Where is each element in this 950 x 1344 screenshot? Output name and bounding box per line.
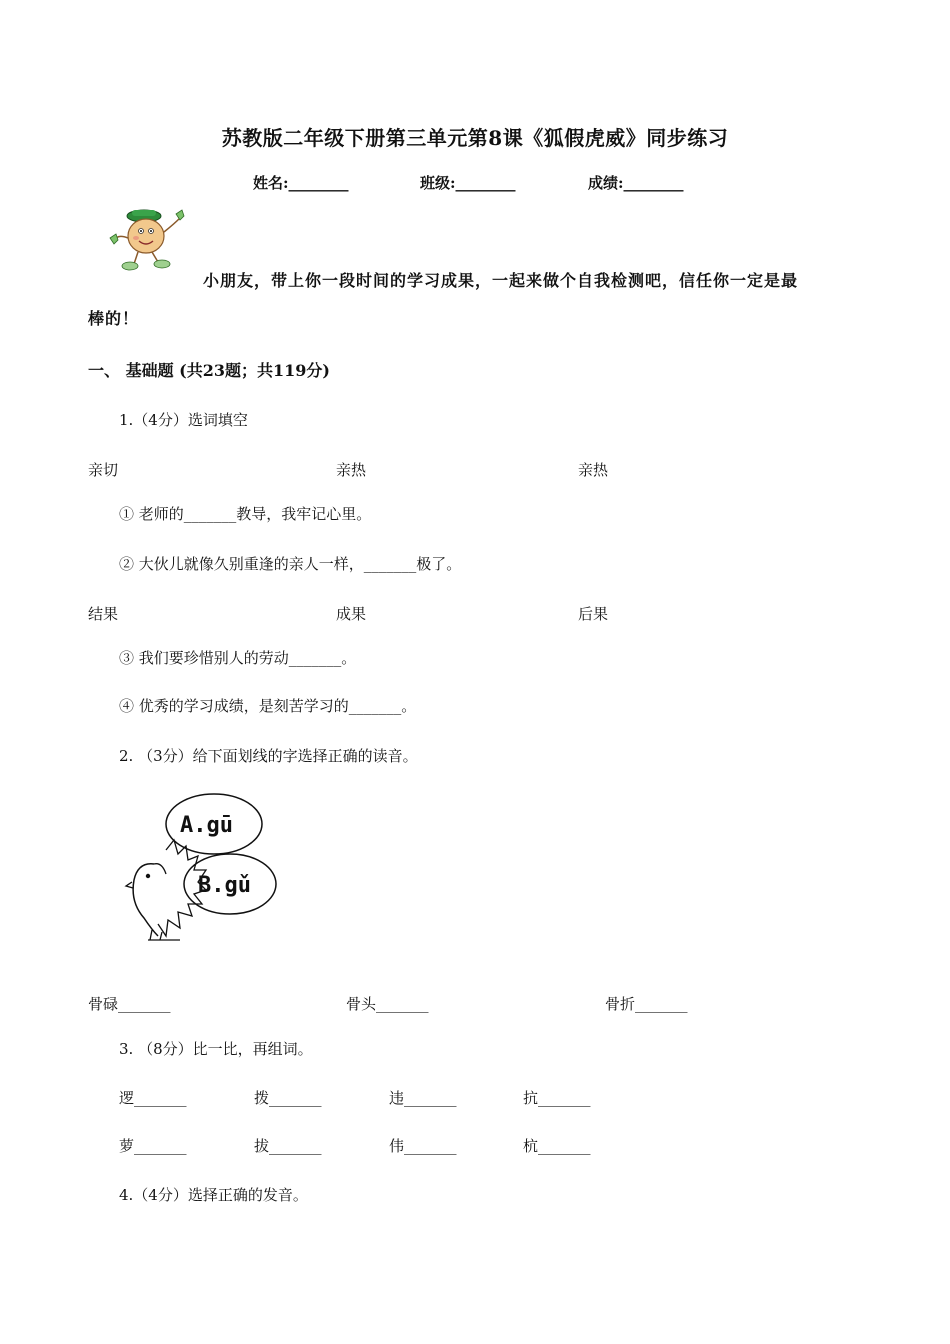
name-field: 姓名:________	[253, 174, 349, 192]
q1-word-option: 后果	[578, 605, 609, 623]
q3-item: 拨_______	[254, 1089, 322, 1107]
q3-item: 逻_______	[119, 1089, 187, 1107]
section-heading: 一、 基础题 (共23题；共119分)	[88, 361, 330, 380]
q3-item: 伟_______	[389, 1137, 457, 1155]
q3-item: 违_______	[389, 1089, 457, 1107]
mascot-illustration	[108, 204, 192, 274]
q1-word-option: 亲切	[88, 461, 119, 479]
q2-item: 骨碌_______	[88, 995, 171, 1013]
bubble-a-text: A.gū	[180, 813, 233, 838]
q1-sentence-4: ④ 优秀的学习成绩，是刻苦学习的_______。	[119, 697, 417, 715]
q3-item: 萝_______	[119, 1137, 187, 1155]
q1-word-option: 结果	[88, 605, 119, 623]
class-field: 班级:________	[420, 174, 516, 192]
intro-line-1: 小朋友，带上你一段时间的学习成果，一起来做个自我检测吧，信任你一定是最	[203, 271, 799, 290]
q3-item: 杭_______	[523, 1137, 591, 1155]
intro-line-2: 棒的！	[88, 309, 140, 328]
q3-item: 拔_______	[254, 1137, 322, 1155]
question-1-stem: 1.（4分）选词填空	[119, 411, 248, 429]
q1-sentence-1: ① 老师的_______教导，我牢记心里。	[119, 505, 372, 523]
page-title: 苏教版二年级下册第三单元第8课《狐假虎威》同步练习	[221, 126, 729, 150]
question-3-stem: 3. （8分）比一比，再组词。	[119, 1040, 313, 1058]
q1-sentence-2: ② 大伙儿就像久别重逢的亲人一样，_______极了。	[119, 555, 462, 573]
q1-sentence-3: ③ 我们要珍惜别人的劳动_______。	[119, 649, 357, 667]
q3-item: 抗_______	[523, 1089, 591, 1107]
q1-word-option: 成果	[336, 605, 367, 623]
q2-item: 骨折_______	[605, 995, 688, 1013]
bubble-b-text: B.gǔ	[198, 873, 251, 898]
question-4-stem: 4.（4分）选择正确的发音。	[119, 1186, 308, 1204]
question-2-stem: 2. （3分）给下面划线的字选择正确的读音。	[119, 747, 418, 765]
q2-item: 骨头_______	[346, 995, 429, 1013]
q1-word-option: 亲热	[578, 461, 609, 479]
q1-word-option: 亲热	[336, 461, 367, 479]
hedgehog-speech-illustration	[118, 790, 288, 950]
score-field: 成绩:________	[588, 174, 684, 192]
